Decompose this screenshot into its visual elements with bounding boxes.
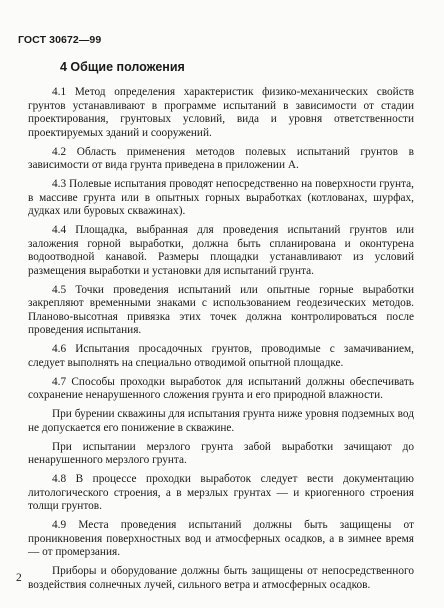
paragraph-4-4: 4.4 Площадка, выбранная для проведения испытаний грунтов или заложения горной выработки, должна быть спланирована и оконтурена водоотводной канавой. Размеры площадки устанавливают из условий размещения выработки и установки для испытаний грунта. [28,224,414,277]
section-title: 4 Общие положения [60,60,185,74]
page-number: 2 [16,572,22,584]
paragraph-4-2: 4.2 Область применения методов полевых испытаний грунтов в зависимости от вида грунта приведена в приложении А. [28,145,414,171]
paragraph-4-5: 4.5 Точки проведения испытаний или опытные горные выработки закрепляют временными знаками с использованием геодезических методов. Планово-высотная привязка этих точек должна контролироваться после проведения испытания. [28,283,414,336]
body-text [28,86,414,598]
paragraph-4-7-drilling: При бурении скважины для испытания грунта ниже уровня подземных вод не допускается его понижение в скважине. [28,408,414,434]
paragraph-4-7: 4.7 Способы проходки выработок для испытаний должны обеспечивать сохранение ненарушенного сложения грунта и его природной влажности. [28,375,414,401]
paragraph-4-1: 4.1 Метод определения характеристик физико-механических свойств грунтов устанавливают в программе испытаний в зависимости от стадии проектирования, грунтовых условий, вида и уровня ответственности проектируемых зданий и сооружений. [28,86,414,139]
document-code: ГОСТ 30672—99 [18,34,102,46]
paragraph-4-6: 4.6 Испытания просадочных грунтов, проводимые с замачиванием, следует выполнять на специально отводимой опытной площадке. [28,343,414,369]
paragraph-4-9-equipment: Приборы и оборудование должны быть защищены от непосредственного воздействия солнечных лучей, сильного ветра и атмосферных осадков. [28,565,414,591]
paragraph-4-8: 4.8 В процессе проходки выработок следует вести документацию литологического строения, а в мерзлых грунтах — и криогенного строения толщи грунтов. [28,473,414,512]
paragraph-4-7-frozen: При испытании мерзлого грунта забой выработки зачищают до ненарушенного мерзлого грунта. [28,440,414,466]
paragraph-4-9: 4.9 Места проведения испытаний должны быть защищены от проникновения поверхностных вод и атмосферных осадков, а в зимнее время — от промерзания. [28,519,414,558]
paragraph-4-3: 4.3 Полевые испытания проводят непосредственно на поверхности грунта, в массиве грунта или в опытных горных выработках (котлованах, шурфах, дудках или буровых скважинах). [28,178,414,217]
